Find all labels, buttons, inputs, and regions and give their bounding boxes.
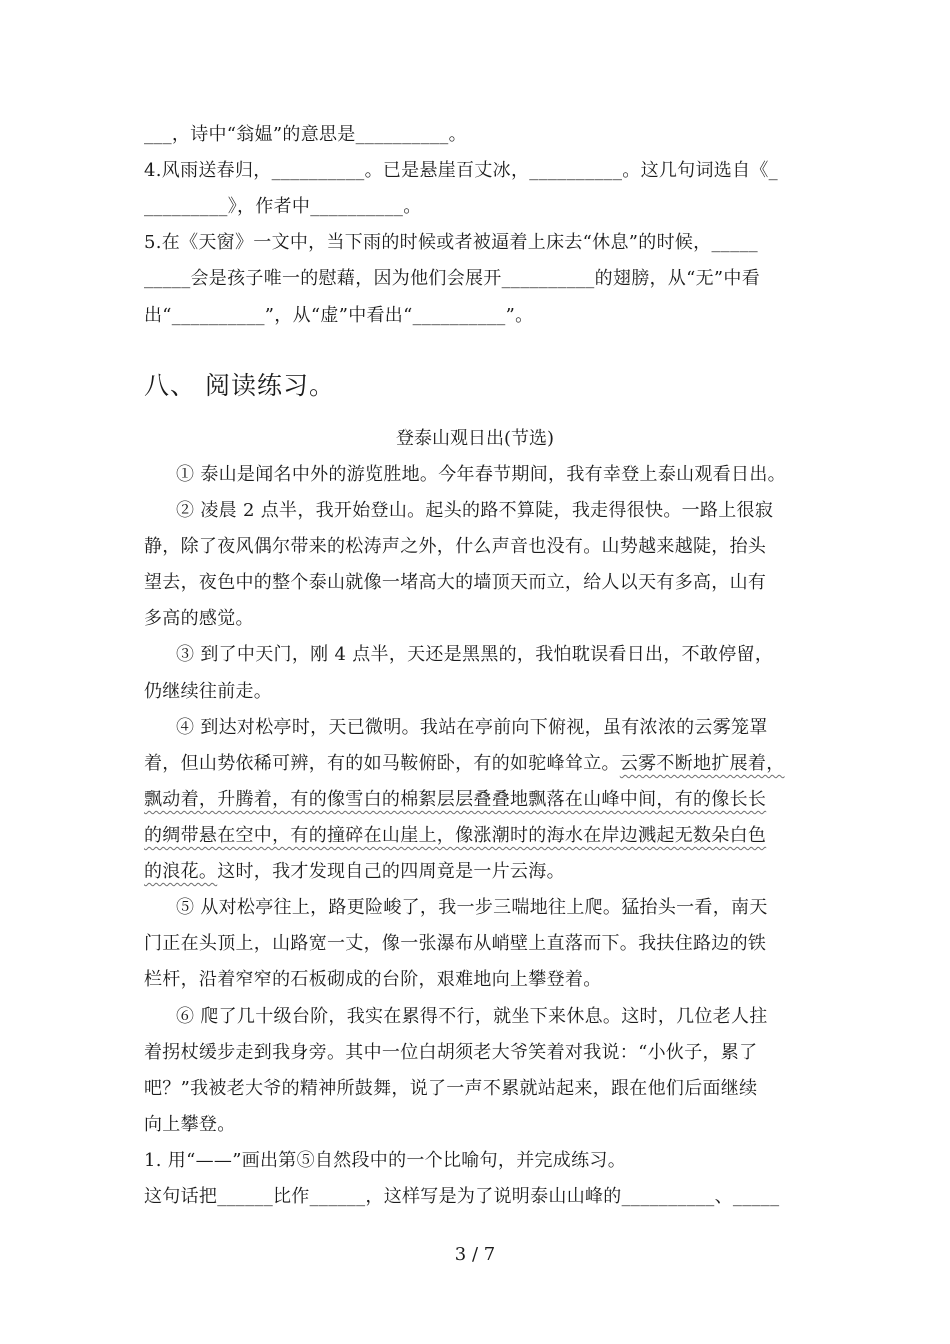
paragraph-line: 仍继续往前走。 — [144, 681, 273, 702]
paragraph-line: 望去，夜色中的整个泰山就像一堵高大的墙顶天而立，给人以天有多高，山有 — [144, 572, 767, 593]
question-5-line: _____会是孩子唯一的慰藉，因为他们会展开__________的翅膀，从“无”中看 — [144, 268, 761, 289]
wavy-underlined-text: 的绸带悬在空中，有的撞碎在山崖上，像涨潮时的海水在岸边溅起无数朵白色 — [144, 825, 767, 846]
passage-title: 登泰山观日出(节选) — [395, 428, 555, 449]
paragraph-line — [144, 751, 814, 777]
paragraph-line: 吧？”我被老大爷的精神所鼓舞，说了一声不累就站起来，跟在他们后面继续 — [144, 1078, 758, 1099]
paragraph-line: ① 泰山是闻名中外的游览胜地。今年春节期间，我有幸登上泰山观看日出。 — [176, 464, 786, 485]
paragraph-line: 多高的感觉。 — [144, 608, 254, 629]
page-number: 3 / 7 — [454, 1244, 496, 1265]
wavy-underlined-text: 飘动着，升腾着，有的像雪白的棉絮层层叠叠地飘落在山峰中间，有的像长长 — [144, 789, 767, 810]
question-5-line: 出“__________”，从“虚”中看出“__________”。 — [144, 305, 534, 326]
paragraph-line — [144, 823, 814, 849]
paragraph-line: ⑥ 爬了几十级台阶，我实在累得不行，就坐下来休息。这时，几位老人拄 — [176, 1006, 768, 1027]
paragraph-line: 门正在头顶上，山路宽一丈，像一张瀑布从峭壁上直落而下。我扶住路边的铁 — [144, 933, 767, 954]
plain-text: 这时，我才发现自己的四周竟是一片云海。 — [217, 861, 565, 882]
paragraph-line: ③ 到了中天门，刚 4 点半，天还是黑黑的，我怕耽误看日出，不敢停留， — [176, 644, 774, 665]
section-heading: 八、 阅读练习。 — [144, 371, 335, 400]
question-1-line: 1. 用“——”画出第⑤自然段中的一个比喻句，并完成练习。 — [144, 1150, 626, 1171]
paragraph-line: ② 凌晨 2 点半，我开始登山。起头的路不算陡，我走得很快。一路上很寂 — [176, 500, 774, 521]
question-4-line: 4.风雨送春归，__________。已是悬崖百丈冰，__________。这几句词选自《_ — [144, 160, 778, 181]
question-5-line: 5.在《天窗》一文中，当下雨的时候或者被逼着上床去“休息”的时候，_____ — [144, 232, 758, 253]
plain-text: 着，但山势依稀可辨，有的如马鞍俯卧，有的如驼峰耸立。 — [144, 753, 620, 774]
paragraph-line: ⑤ 从对松亭往上，路更险峻了，我一步三喘地往上爬。猛抬头一看，南天 — [176, 897, 768, 918]
wavy-underlined-text: 云雾不断地扩展着， — [619, 753, 785, 774]
paragraph-line: 向上攀登。 — [144, 1114, 236, 1135]
paragraph-line: 着拐杖缓步走到我身旁。其中一位白胡须老大爷笑着对我说：“小伙子，累了 — [144, 1042, 758, 1063]
paragraph-line: 栏杆，沿着窄窄的石板砌成的台阶，艰难地向上攀登着。 — [144, 969, 602, 990]
paragraph-line — [144, 859, 814, 885]
wavy-underlined-text: 的浪花。 — [144, 861, 218, 882]
paragraph-line: 静，除了夜风偶尔带来的松涛声之外，什么声音也没有。山势越来越陡，抬头 — [144, 536, 767, 557]
text-line: ___，诗中“翁媪”的意思是__________。 — [144, 124, 467, 145]
paragraph-line — [144, 787, 814, 813]
question-1-line: 这句话把______比作______，这样写是为了说明泰山山峰的__________、_____ — [144, 1186, 780, 1207]
question-4-line: _________》，作者中__________。 — [144, 196, 422, 217]
paragraph-line: ④ 到达对松亭时，天已微明。我站在亭前向下俯视，虽有浓浓的云雾笼罩 — [176, 717, 768, 738]
